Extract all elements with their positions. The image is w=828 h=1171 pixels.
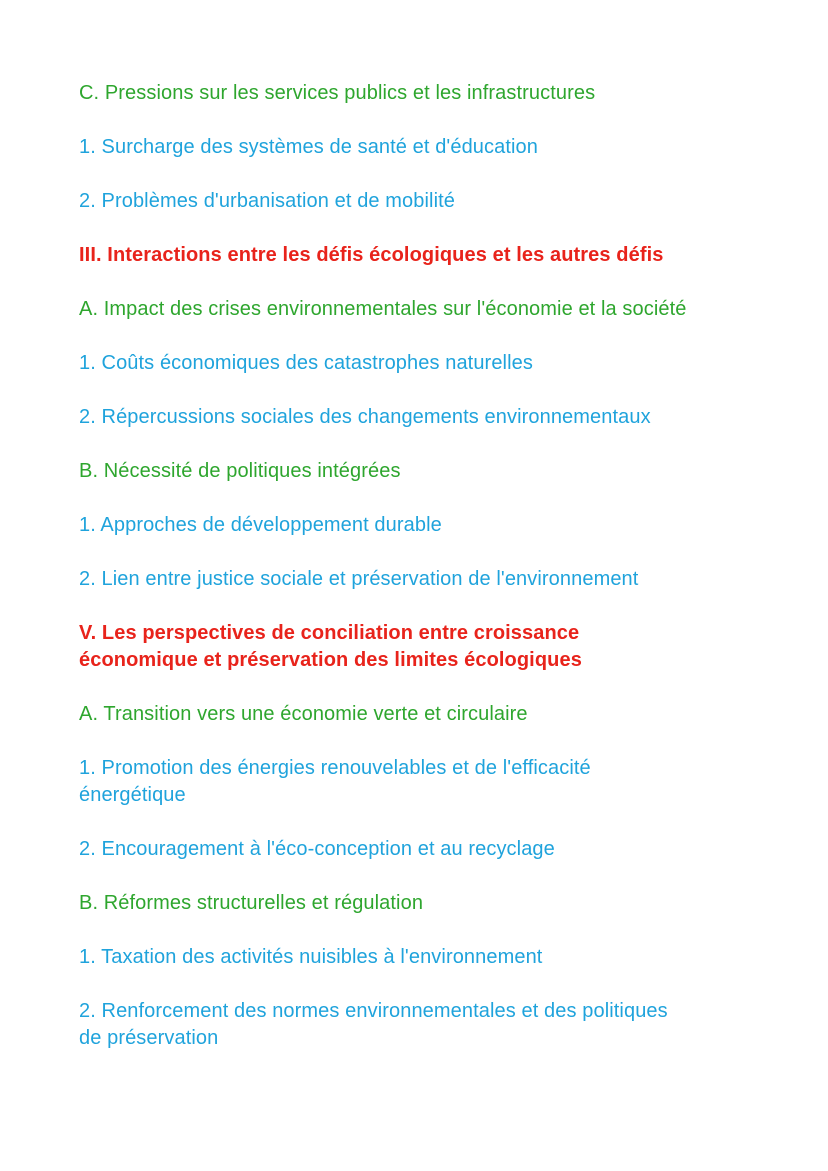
item-c2: 2. Problèmes d'urbanisation et de mobilité (79, 190, 456, 212)
section-v-b-title: B. Réformes structurelles et régulation (79, 892, 424, 914)
item-v-b2-line1: 2. Renforcement des normes environnementales et des politiques (79, 1000, 668, 1022)
heading-v-line2: économique et préservation des limites écologiques (79, 649, 582, 671)
section-iii-b-title: B. Nécessité de politiques intégrées (79, 460, 401, 482)
item-v-a1-line1: 1. Promotion des énergies renouvelables et de l'efficacité (79, 757, 591, 779)
item-c1: 1. Surcharge des systèmes de santé et d'éducation (79, 136, 538, 158)
item-iii-a2: 2. Répercussions sociales des changements environnementaux (79, 406, 651, 428)
item-v-a2: 2. Encouragement à l'éco-conception et au recyclage (79, 838, 555, 860)
heading-v-line1: V. Les perspectives de conciliation entre croissance (79, 622, 580, 644)
heading-iii: III. Interactions entre les défis écologiques et les autres défis (79, 244, 664, 266)
item-iii-b2: 2. Lien entre justice sociale et préservation de l'environnement (79, 568, 639, 590)
item-v-b2-line2: de préservation (79, 1027, 219, 1049)
item-v-b1: 1. Taxation des activités nuisibles à l'environnement (79, 946, 543, 968)
heading-v (79, 620, 768, 674)
item-iii-b1: 1. Approches de développement durable (79, 514, 442, 536)
item-v-a1-line2: énergétique (79, 784, 186, 806)
section-c-title: C. Pressions sur les services publics et les infrastructures (79, 82, 596, 104)
section-iii-a-title: A. Impact des crises environnementales sur l'économie et la société (79, 298, 687, 320)
item-v-b2 (79, 998, 768, 1052)
item-iii-a1: 1. Coûts économiques des catastrophes naturelles (79, 352, 533, 374)
section-v-a-title: A. Transition vers une économie verte et circulaire (79, 703, 528, 725)
item-v-a1 (79, 755, 768, 809)
